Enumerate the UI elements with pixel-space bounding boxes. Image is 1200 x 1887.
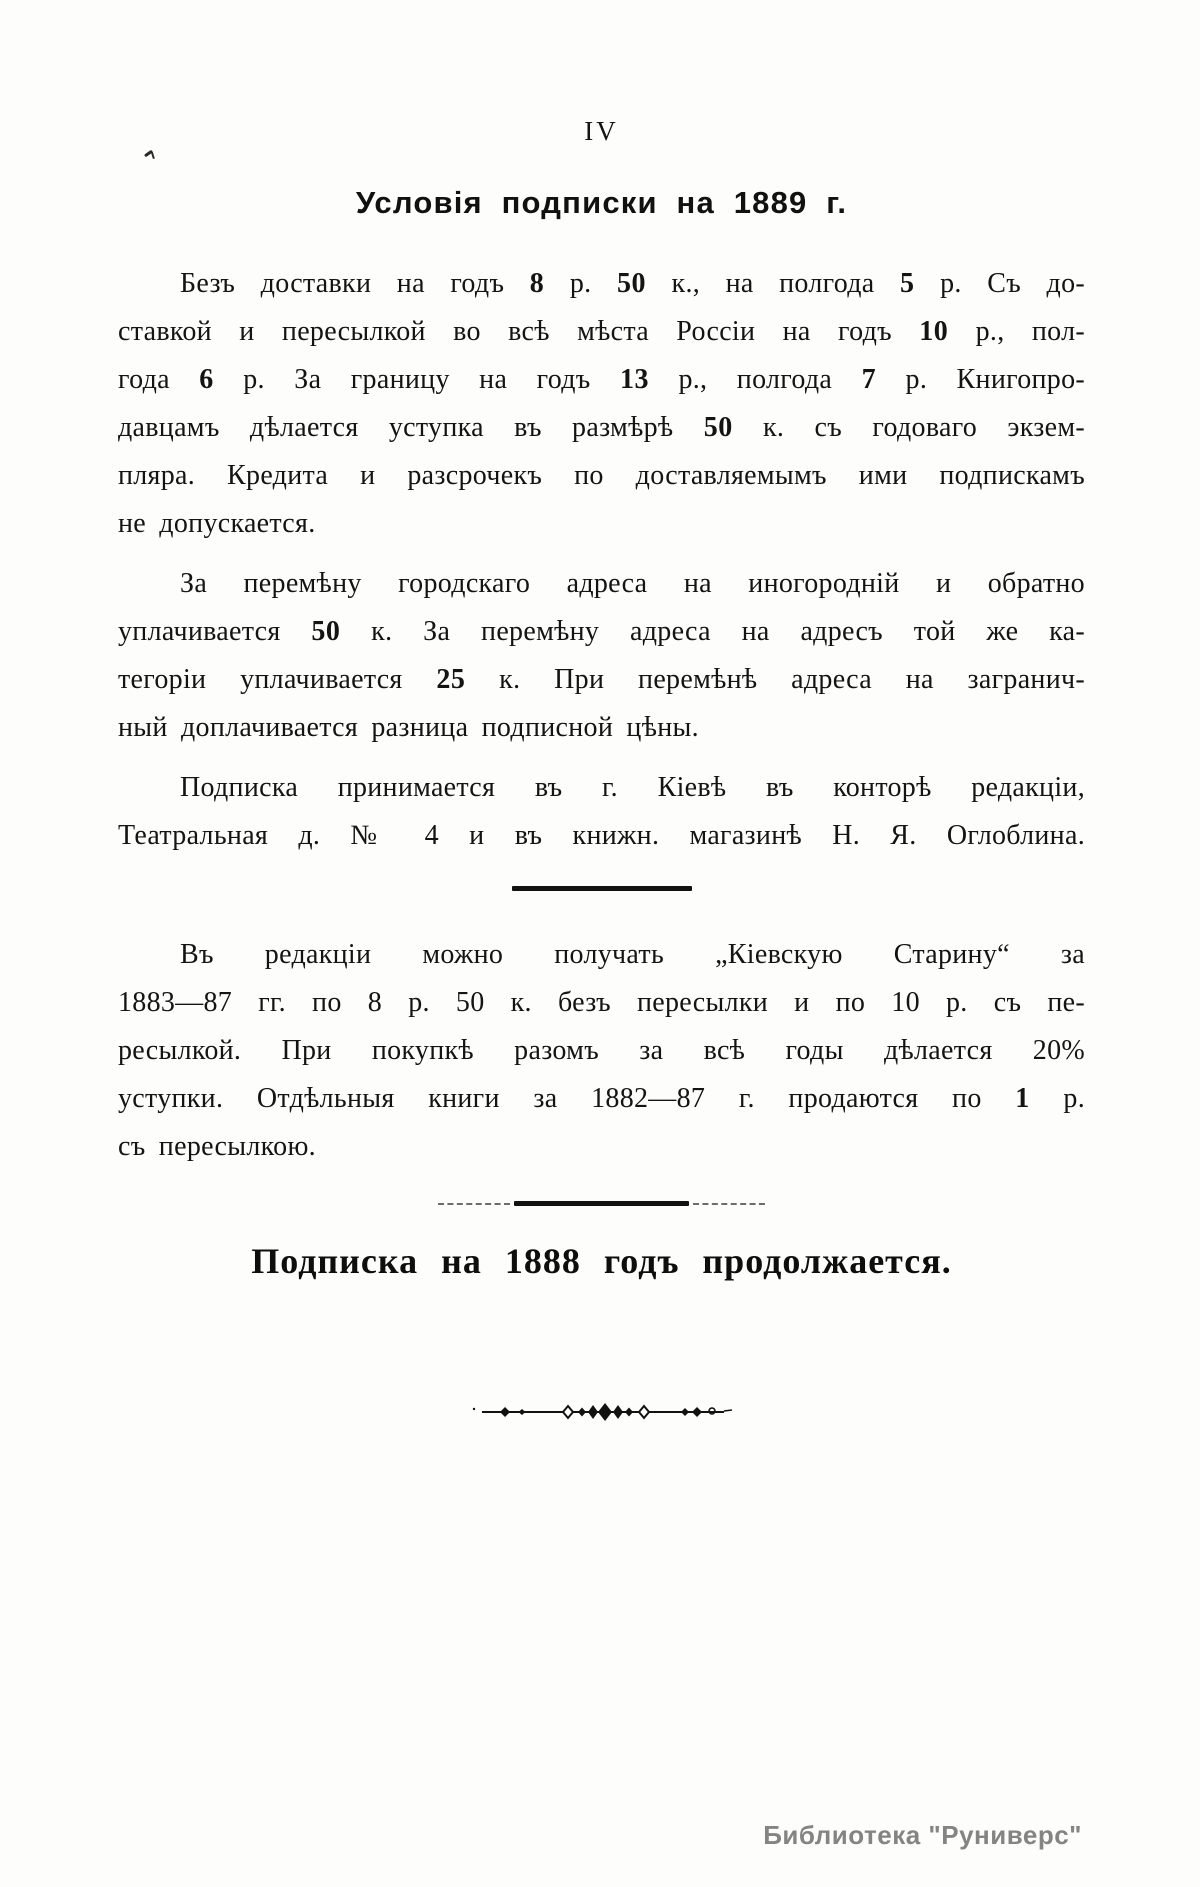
- text-line: ный доплачивается разница подписной цѣны.: [118, 712, 699, 743]
- text-line: 1883—87 гг. по 8 р. 50 к. безъ пересылки и по 10 р. съ пе-: [118, 987, 1085, 1018]
- text-line: ресылкой. При покупкѣ разомъ за всѣ годы дѣлается 20%: [118, 1035, 1085, 1066]
- text-line: За перемѣну городскаго адреса на иногородній и обратно: [180, 568, 1085, 599]
- divider-dashed-rule: [118, 1201, 1085, 1206]
- text-line: пляра. Кредита и разсрочекъ по доставляемымъ ими подпискамъ: [118, 460, 1085, 491]
- paragraph-subscription-prices: [118, 260, 1085, 548]
- section-heading: Условія подписки на 1889 г.: [355, 185, 848, 220]
- text-line: уступки. Отдѣльныя книги за 1882—87 г. продаются по 1 р.: [118, 1083, 1086, 1114]
- text-line: съ пересылкою.: [118, 1131, 316, 1162]
- text-line: года 6 р. За границу на годъ 13 р., полгода 7 р. Книгопро-: [118, 364, 1086, 395]
- text-line: не допускается.: [118, 508, 316, 539]
- divider-dash-right: [693, 1203, 765, 1205]
- divider-dash-left: [438, 1203, 510, 1205]
- text-line: уплачивается 50 к. За перемѣну адреса на адресъ той же ка-: [118, 616, 1085, 647]
- text-line: ставкой и пересылкой во всѣ мѣста Россіи на годъ 10 р., пол-: [118, 316, 1085, 347]
- ornament-divider-icon: [118, 1402, 1085, 1427]
- text-line: Безъ доставки на годъ 8 р. 50 к., на полгода 5 р. Съ до-: [180, 268, 1086, 299]
- text-line: давцамъ дѣлается уступка въ размѣрѣ 50 к. съ годоваго экзем-: [118, 412, 1085, 443]
- watermark-runivers: Библиотека "Руниверс": [763, 1820, 1082, 1850]
- text-line: Подписка принимается въ г. Кіевѣ въ конторѣ редакціи,: [180, 772, 1085, 803]
- text-line: Въ редакціи можно получать „Кіевскую Старину“ за: [180, 939, 1085, 970]
- text-line: тегоріи уплачивается 25 к. При перемѣнѣ адреса на загранич-: [118, 664, 1085, 695]
- divider-bar: [514, 1201, 689, 1206]
- scan-artifact: [144, 150, 153, 158]
- divider-rule: [512, 886, 692, 891]
- paragraph-back-issues: [118, 931, 1085, 1171]
- paragraph-subscription-office: [118, 764, 1085, 860]
- announcement-1888: Подписка на 1888 годъ продолжается.: [251, 1241, 952, 1281]
- text-line: Театральная д. № 4 и въ книжн. магазинѣ Н. Я. Оглоблина.: [118, 820, 1085, 851]
- paragraph-address-change: [118, 560, 1085, 752]
- page-number: IV: [584, 116, 619, 146]
